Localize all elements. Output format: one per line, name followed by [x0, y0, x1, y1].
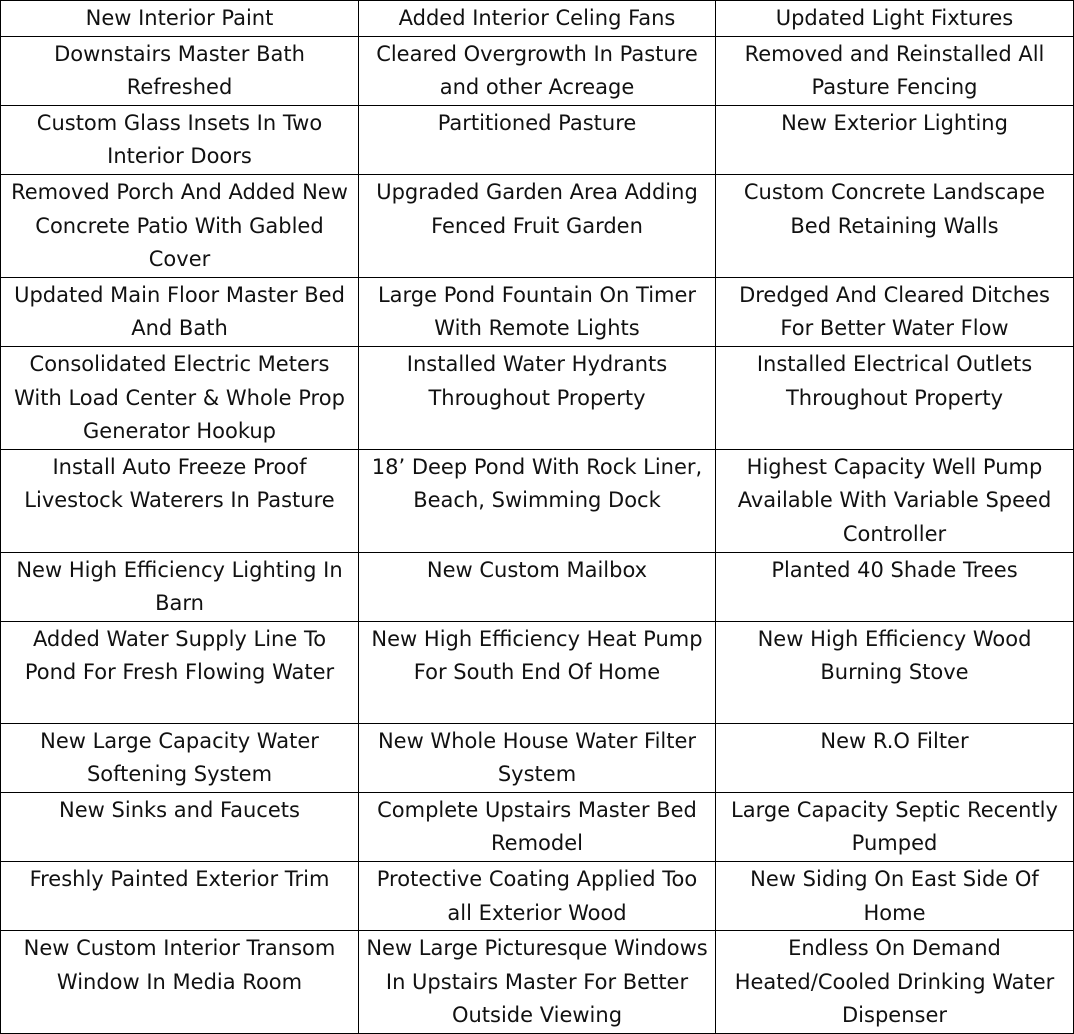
table-row — [1, 346, 1074, 449]
table-row — [1, 1, 1074, 37]
table-cell: New R.O Filter — [716, 723, 1074, 792]
table-cell: Highest Capacity Well Pump Available With Variable Speed Controller — [716, 449, 1074, 552]
table-cell: New Whole House Water Filter System — [359, 723, 716, 792]
table-cell: New Exterior Lighting — [716, 105, 1074, 174]
table-cell: New Custom Mailbox — [359, 552, 716, 621]
table-cell: Custom Concrete Landscape Bed Retaining Walls — [716, 174, 1074, 277]
table-cell: Updated Main Floor Master Bed And Bath — [1, 277, 359, 346]
table-cell: Install Auto Freeze Proof Livestock Waterers In Pasture — [1, 449, 359, 552]
table-row — [1, 174, 1074, 277]
table-row — [1, 621, 1074, 723]
table-cell: New Siding On East Side Of Home — [716, 862, 1074, 931]
table-cell: Large Capacity Septic Recently Pumped — [716, 792, 1074, 861]
table-cell: Upgraded Garden Area Adding Fenced Fruit Garden — [359, 174, 716, 277]
table-cell: Protective Coating Applied Too all Exterior Wood — [359, 862, 716, 931]
table-cell: New High Efficiency Wood Burning Stove — [716, 621, 1074, 723]
table-row — [1, 105, 1074, 174]
table-cell: Custom Glass Insets In Two Interior Doors — [1, 105, 359, 174]
table-row — [1, 449, 1074, 552]
table-cell: New High Efficiency Lighting In Barn — [1, 552, 359, 621]
table-cell: Installed Electrical Outlets Throughout Property — [716, 346, 1074, 449]
table-row — [1, 277, 1074, 346]
table-cell: New Custom Interior Transom Window In Media Room — [1, 931, 359, 1034]
table-cell: Partitioned Pasture — [359, 105, 716, 174]
table-row — [1, 862, 1074, 931]
table-row — [1, 723, 1074, 792]
table-cell: Planted 40 Shade Trees — [716, 552, 1074, 621]
table-cell: Endless On Demand Heated/Cooled Drinking Water Dispenser — [716, 931, 1074, 1034]
table-cell: Complete Upstairs Master Bed Remodel — [359, 792, 716, 861]
table-cell: Large Pond Fountain On Timer With Remote Lights — [359, 277, 716, 346]
table-cell: Downstairs Master Bath Refreshed — [1, 36, 359, 105]
table-row — [1, 792, 1074, 861]
table-cell: Added Water Supply Line To Pond For Fresh Flowing Water — [1, 621, 359, 723]
table-row — [1, 552, 1074, 621]
table-cell: Installed Water Hydrants Throughout Property — [359, 346, 716, 449]
table-cell: Removed and Reinstalled All Pasture Fencing — [716, 36, 1074, 105]
table-row — [1, 931, 1074, 1034]
table-row — [1, 36, 1074, 105]
table-cell: New Interior Paint — [1, 1, 359, 37]
table-cell: Consolidated Electric Meters With Load Center & Whole Prop Generator Hookup — [1, 346, 359, 449]
table-cell: New Large Capacity Water Softening System — [1, 723, 359, 792]
table-cell: Freshly Painted Exterior Trim — [1, 862, 359, 931]
table-cell: Added Interior Celing Fans — [359, 1, 716, 37]
table-cell: Cleared Overgrowth In Pasture and other Acreage — [359, 36, 716, 105]
features-table-body — [1, 1, 1074, 1034]
table-cell: Dredged And Cleared Ditches For Better Water Flow — [716, 277, 1074, 346]
table-cell: 18’ Deep Pond With Rock Liner, Beach, Swimming Dock — [359, 449, 716, 552]
table-cell: New High Efficiency Heat Pump For South End Of Home — [359, 621, 716, 723]
table-cell: New Sinks and Faucets — [1, 792, 359, 861]
table-cell: New Large Picturesque Windows In Upstairs Master For Better Outside Viewing — [359, 931, 716, 1034]
table-cell: Removed Porch And Added New Concrete Patio With Gabled Cover — [1, 174, 359, 277]
table-cell: Updated Light Fixtures — [716, 1, 1074, 37]
